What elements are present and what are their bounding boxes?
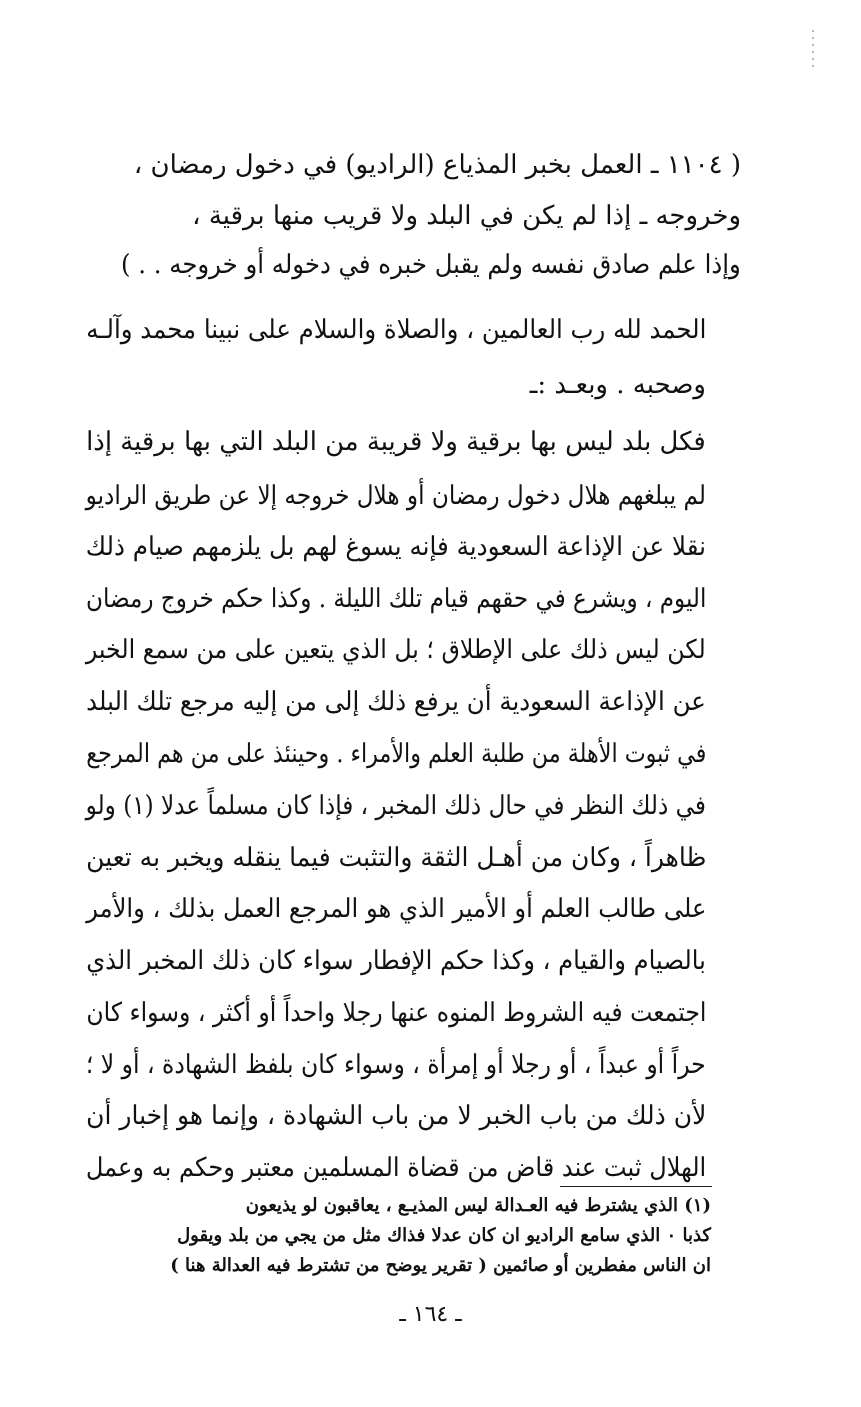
text-line: لكن ليس ذلك على الإطلاق ؛ بل الذي يتعين على من سمع الخبر [86, 635, 706, 665]
heading-line: وإذا علم صادق نفسه ولم يقبل خبره في دخوله أو خروجه . . ) [121, 250, 741, 280]
text-line: الحمد لله رب العالمين ، والصلاة والسلام على نبينا محمد وآلـه [85, 315, 706, 345]
footnote-line: كذبا ٠ الذي سامع الراديو ان كان عدلا فذاك مثل من يجي من بلد ويقول [177, 1225, 711, 1246]
page-number: ـ ١٦٤ ـ [399, 1302, 462, 1327]
text-line: اليوم ، ويشرع في حقهم قيام تلك الليلة . وكذا حكم خروج رمضان [85, 584, 706, 614]
text-line: عن الإذاعة السعودية أن يرفع ذلك إلى من إليه مرجع تلك البلد [86, 687, 706, 717]
text-line: نقلا عن الإذاعة السعودية فإنه يسوغ لهم بل يلزمهم صيام ذلك [85, 532, 706, 562]
footnote-divider [560, 1186, 712, 1187]
text-line: فكل بلد ليس بها برقية ولا قريبة من البلد التي بها برقية إذا [86, 427, 706, 457]
heading-line: ( ١١٠٤ ـ العمل بخبر المذياع (الراديو) في دخول رمضان ، [133, 150, 741, 180]
scan-margin-dots [812, 30, 814, 70]
footnote-line: (١) الذي يشترط فيه العـدالة ليس المذيـع ، يعاقبون لو يذيعون [245, 1195, 711, 1216]
footnote-line: ان الناس مفطرين أو صائمين ( تقرير يوضح من تشترط فيه العدالة هنا ) [170, 1255, 711, 1276]
text-line: لأن ذلك من باب الخبر لا من باب الشهادة ، وإنما هو إخبار أن [85, 1101, 706, 1131]
text-line: لم يبلغهم هلال دخول رمضان أو هلال خروجه إلا عن طريق الراديو [85, 481, 706, 511]
text-line: على طالب العلم أو الأمير الذي هو المرجع العمل بذلك ، والأمر [85, 894, 706, 924]
text-line: بالصيام والقيام ، وكذا حكم الإفطار سواء كان ذلك المخبر الذي [86, 946, 706, 976]
text-line: الهلال ثبت عند قاض من قضاة المسلمين معتبر وحكم به وعمل [85, 1153, 706, 1183]
text-line: وصحبه . وبعـد :ـ [529, 370, 706, 400]
text-line: في ثبوت الأهلة من طلبة العلم والأمراء . وحينئذ على من هم المرجع [85, 739, 706, 769]
text-line: ظاهراً ، وكان من أهـل الثقة والتثبت فيما ينقله ويخبر به تعين [85, 843, 706, 873]
text-line: حراً أو عبداً ، أو رجلا أو إمرأة ، وسواء كان بلفظ الشهادة ، أو لا ؛ [86, 1050, 706, 1080]
heading-line: وخروجه ـ إذا لم يكن في البلد ولا قريب منها برقية ، [192, 201, 741, 231]
text-line: في ذلك النظر في حال ذلك المخبر ، فإذا كان مسلماً عدلا (١) ولو [85, 791, 706, 821]
text-line: اجتمعت فيه الشروط المنوه عنها رجلا واحداً أو أكثر ، وسواء كان [85, 998, 706, 1028]
